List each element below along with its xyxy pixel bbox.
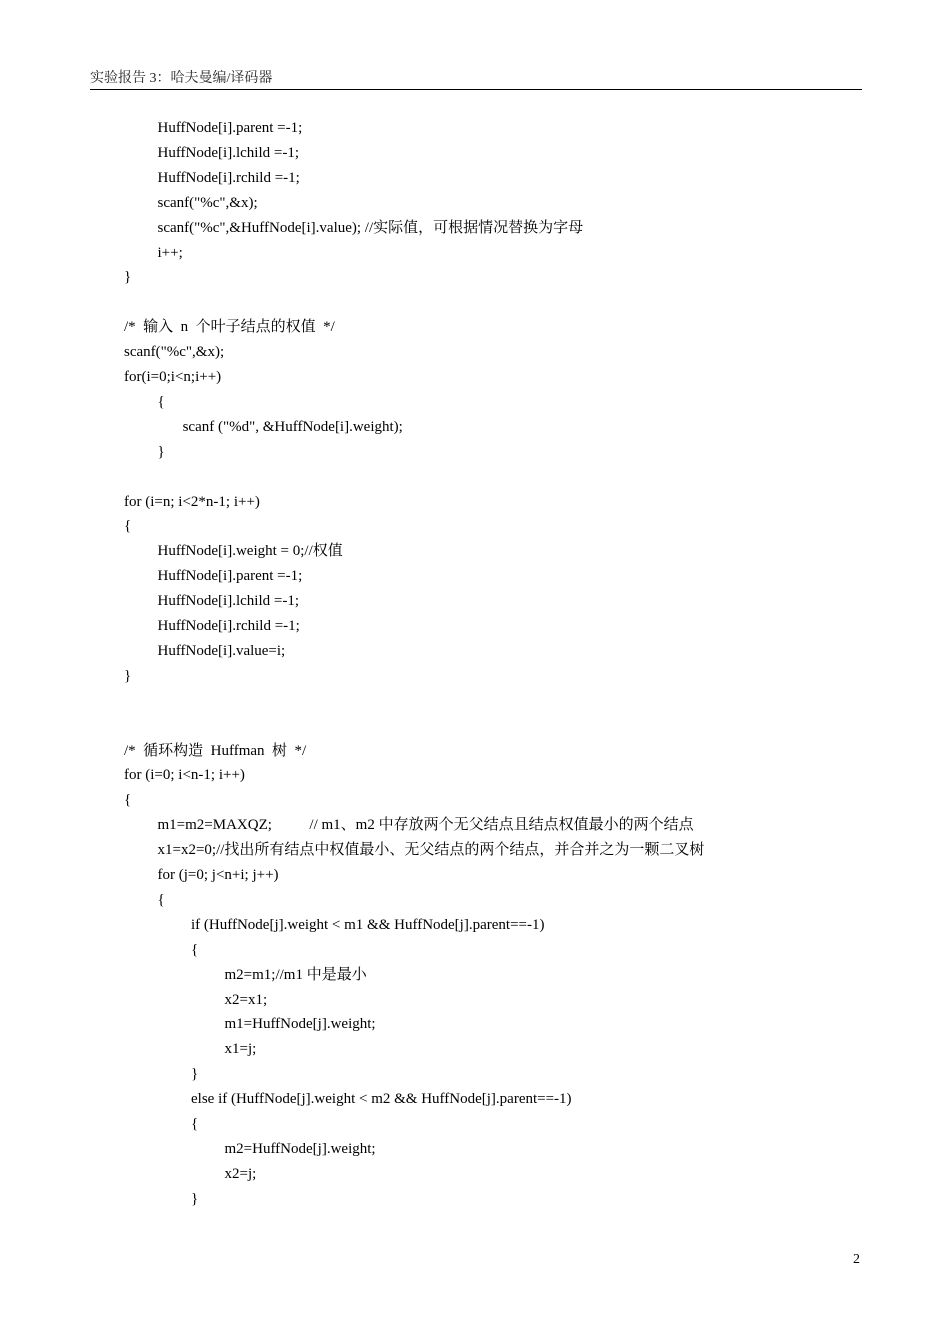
code-line: for (i=n; i<2*n-1; i++) bbox=[124, 493, 260, 510]
code-line: else if (HuffNode[j].weight < m2 && HuffNode[j].parent==-1) bbox=[191, 1091, 572, 1108]
code-line: HuffNode[i].weight = 0;//权值 bbox=[157, 543, 343, 560]
code-line: i++; bbox=[157, 244, 183, 261]
code-line: HuffNode[i].parent =-1; bbox=[157, 568, 303, 585]
code-line: } bbox=[191, 1190, 199, 1207]
code-line: HuffNode[i].lchild =-1; bbox=[157, 593, 299, 610]
code-line: { bbox=[124, 792, 132, 809]
code-line: HuffNode[i].rchild =-1; bbox=[157, 618, 300, 634]
code-line: if (HuffNode[j].weight < m1 && HuffNode[j].parent==-1) bbox=[191, 916, 545, 933]
code-line: scanf("%c",&HuffNode[i].value); //实际值，可根据情况替换为字母 bbox=[157, 219, 584, 236]
code-line: } bbox=[191, 1066, 199, 1083]
code-line: m1=HuffNode[j].weight; bbox=[224, 1016, 376, 1033]
code-line: { bbox=[124, 518, 132, 535]
code-line: { bbox=[157, 393, 165, 410]
code-line: x1=x2=0;//找出所有结点中权值最小、无父结点的两个结点，并合并之为一颗二叉树 bbox=[157, 842, 705, 859]
code-line: { bbox=[157, 891, 165, 908]
code-line: /* 输入 n 个叶子结点的权值 */ bbox=[124, 319, 335, 336]
code-line: /* 循环构造 Huffman 树 */ bbox=[124, 742, 307, 759]
code-line: HuffNode[i].value=i; bbox=[157, 642, 286, 659]
code-line: HuffNode[i].lchild =-1; bbox=[157, 144, 299, 161]
code-line: scanf ("%d", &HuffNode[i].weight); bbox=[182, 418, 403, 435]
code-line: for (i=0; i<n-1; i++) bbox=[124, 767, 245, 784]
code-line: HuffNode[i].rchild =-1; bbox=[157, 169, 300, 186]
code-line: for(i=0;i<n;i++) bbox=[124, 369, 222, 385]
code-line: { bbox=[191, 1116, 199, 1132]
code-line: HuffNode[i].parent =-1; bbox=[157, 120, 303, 136]
code-line: x2=j; bbox=[224, 1165, 257, 1182]
code-line: scanf("%c",&x); bbox=[157, 194, 258, 211]
code-line: m1=m2=MAXQZ; // m1、m2 中存放两个无父结点且结点权值最小的两个结点 bbox=[157, 817, 694, 834]
code-line: } bbox=[124, 667, 132, 684]
header-title: 实验报告 3：哈夫曼编/译码器 bbox=[90, 71, 273, 86]
code-line: scanf("%c",&x); bbox=[124, 344, 225, 361]
code-line: { bbox=[191, 941, 199, 958]
code-line: m2=HuffNode[j].weight; bbox=[224, 1140, 376, 1157]
code-line: } bbox=[124, 269, 132, 286]
code-line: x1=j; bbox=[224, 1041, 257, 1058]
code-line: m2=m1;//m1 中是最小 bbox=[224, 966, 367, 983]
code-line: for (j=0; j<n+i; j++) bbox=[157, 867, 279, 883]
page-number: 2 bbox=[853, 1252, 860, 1267]
code-line: } bbox=[157, 443, 165, 460]
code-line: x2=x1; bbox=[224, 991, 268, 1008]
